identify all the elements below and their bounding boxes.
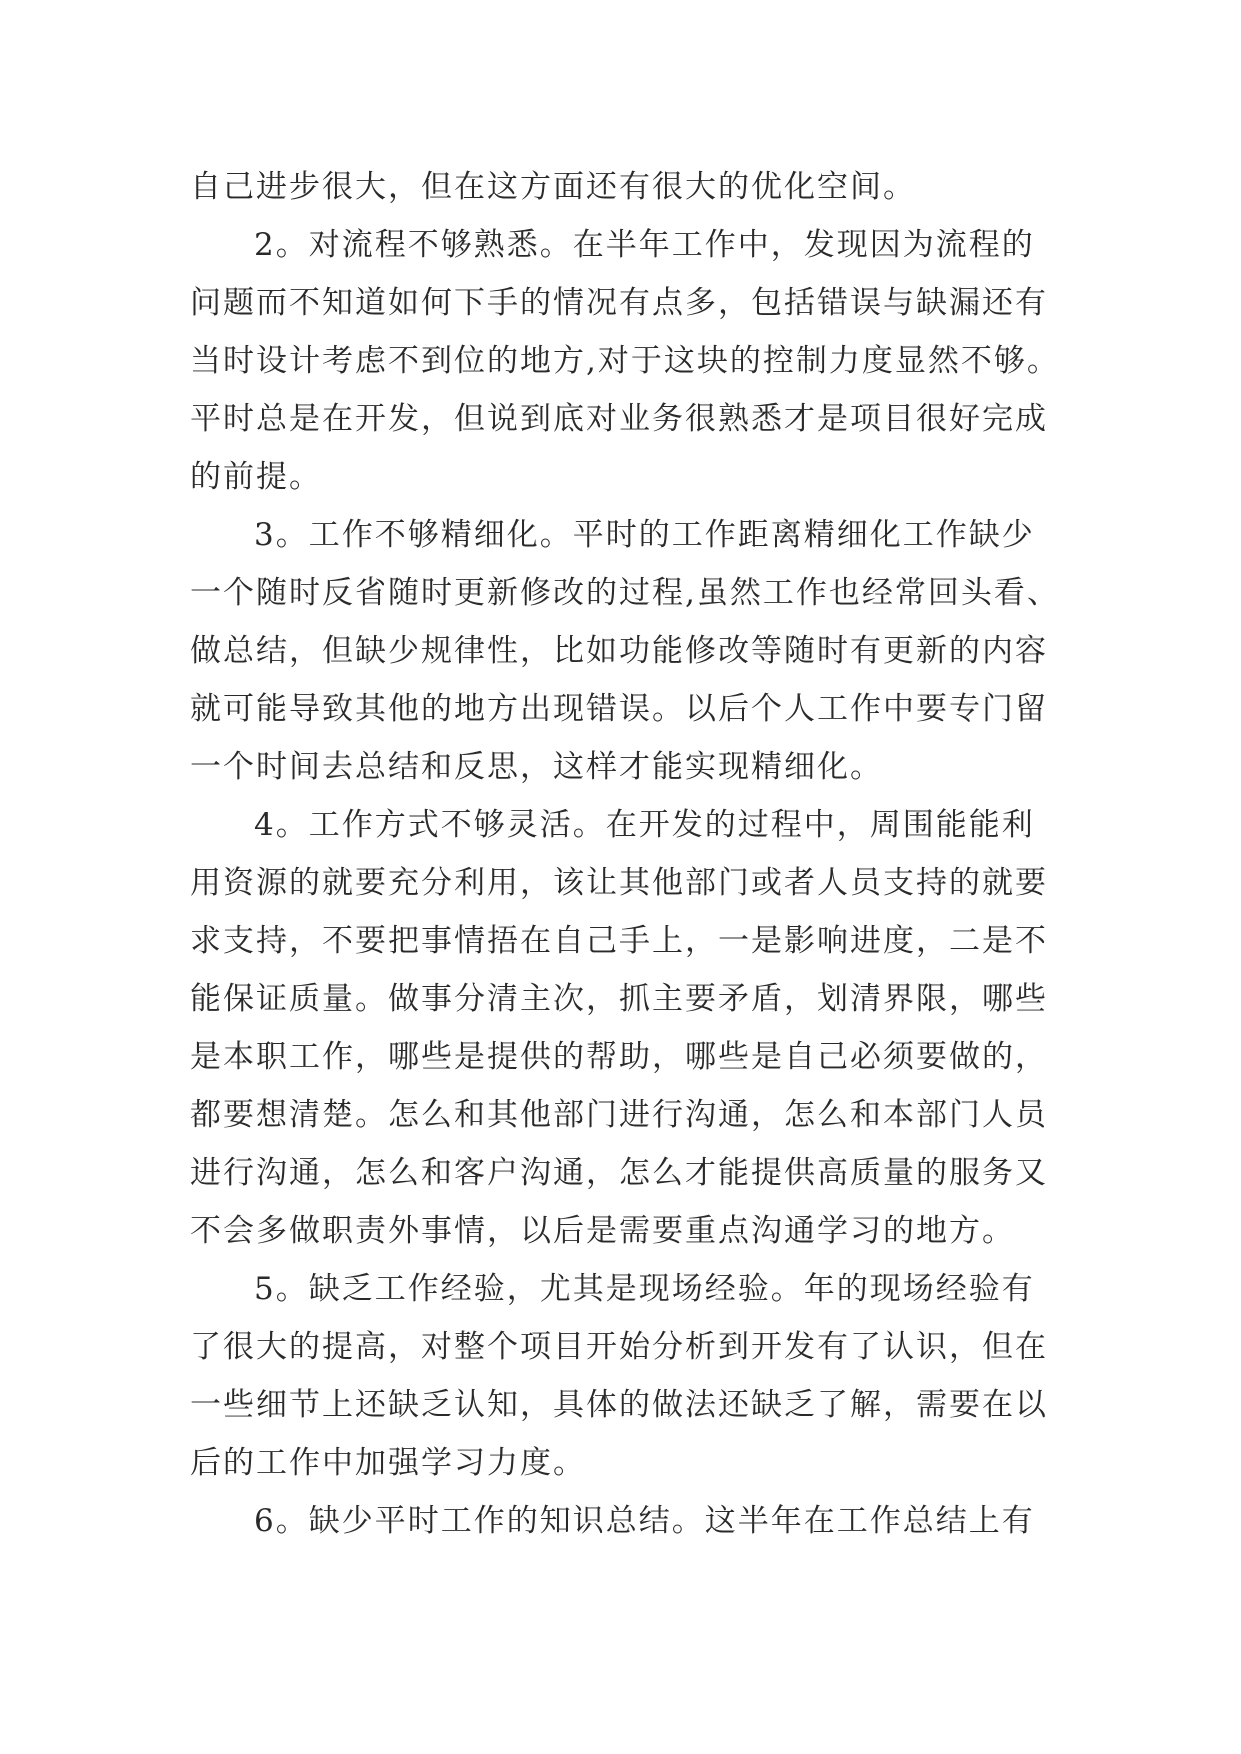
paragraph-first-line: 3。工作不够精细化。平时的工作距离精细化工作缺少 (254, 517, 1035, 553)
text-line: 平时总是在开发，但说到底对业务很熟悉才是项目很好完成 (190, 401, 1048, 437)
body-text (190, 158, 1070, 1550)
text-line: 用资源的就要充分利用，该让其他部门或者人员支持的就要 (190, 865, 1048, 901)
paragraph-first-line: 2。对流程不够熟悉。在半年工作中，发现因为流程的 (254, 227, 1035, 263)
text-line: 当时设计考虑不到位的地方,对于这块的控制力度显然不够。 (190, 343, 1060, 379)
text-line: 自己进步很大，但在这方面还有很大的优化空间。 (190, 169, 916, 205)
paragraph-first-line: 4。工作方式不够灵活。在开发的过程中，周围能能利 (254, 807, 1035, 843)
paragraph-first-line: 6。缺少平时工作的知识总结。这半年在工作总结上有 (254, 1503, 1035, 1539)
text-line: 进行沟通，怎么和客户沟通，怎么才能提供高质量的服务又 (190, 1155, 1048, 1191)
text-line: 后的工作中加强学习力度。 (190, 1445, 586, 1481)
text-line: 一些细节上还缺乏认知，具体的做法还缺乏了解，需要在以 (190, 1387, 1048, 1423)
text-line: 问题而不知道如何下手的情况有点多，包括错误与缺漏还有 (190, 285, 1048, 321)
text-line: 不会多做职责外事情，以后是需要重点沟通学习的地方。 (190, 1213, 1015, 1249)
text-line: 的前提。 (190, 459, 322, 495)
paragraph-first-line: 5。缺乏工作经验，尤其是现场经验。年的现场经验有 (254, 1271, 1035, 1307)
text-line: 一个随时反省随时更新修改的过程,虽然工作也经常回头看、 (190, 575, 1060, 611)
text-line: 了很大的提高，对整个项目开始分析到开发有了认识，但在 (190, 1329, 1048, 1365)
text-line: 是本职工作，哪些是提供的帮助，哪些是自己必须要做的， (190, 1039, 1048, 1075)
text-line: 求支持，不要把事情捂在自己手上，一是影响进度，二是不 (190, 923, 1048, 959)
text-line: 就可能导致其他的地方出现错误。以后个人工作中要专门留 (190, 691, 1048, 727)
text-line: 能保证质量。做事分清主次，抓主要矛盾，划清界限，哪些 (190, 981, 1048, 1017)
text-line: 一个时间去总结和反思，这样才能实现精细化。 (190, 749, 883, 785)
text-line: 都要想清楚。怎么和其他部门进行沟通，怎么和本部门人员 (190, 1097, 1048, 1133)
text-line: 做总结，但缺少规律性，比如功能修改等随时有更新的内容 (190, 633, 1048, 669)
